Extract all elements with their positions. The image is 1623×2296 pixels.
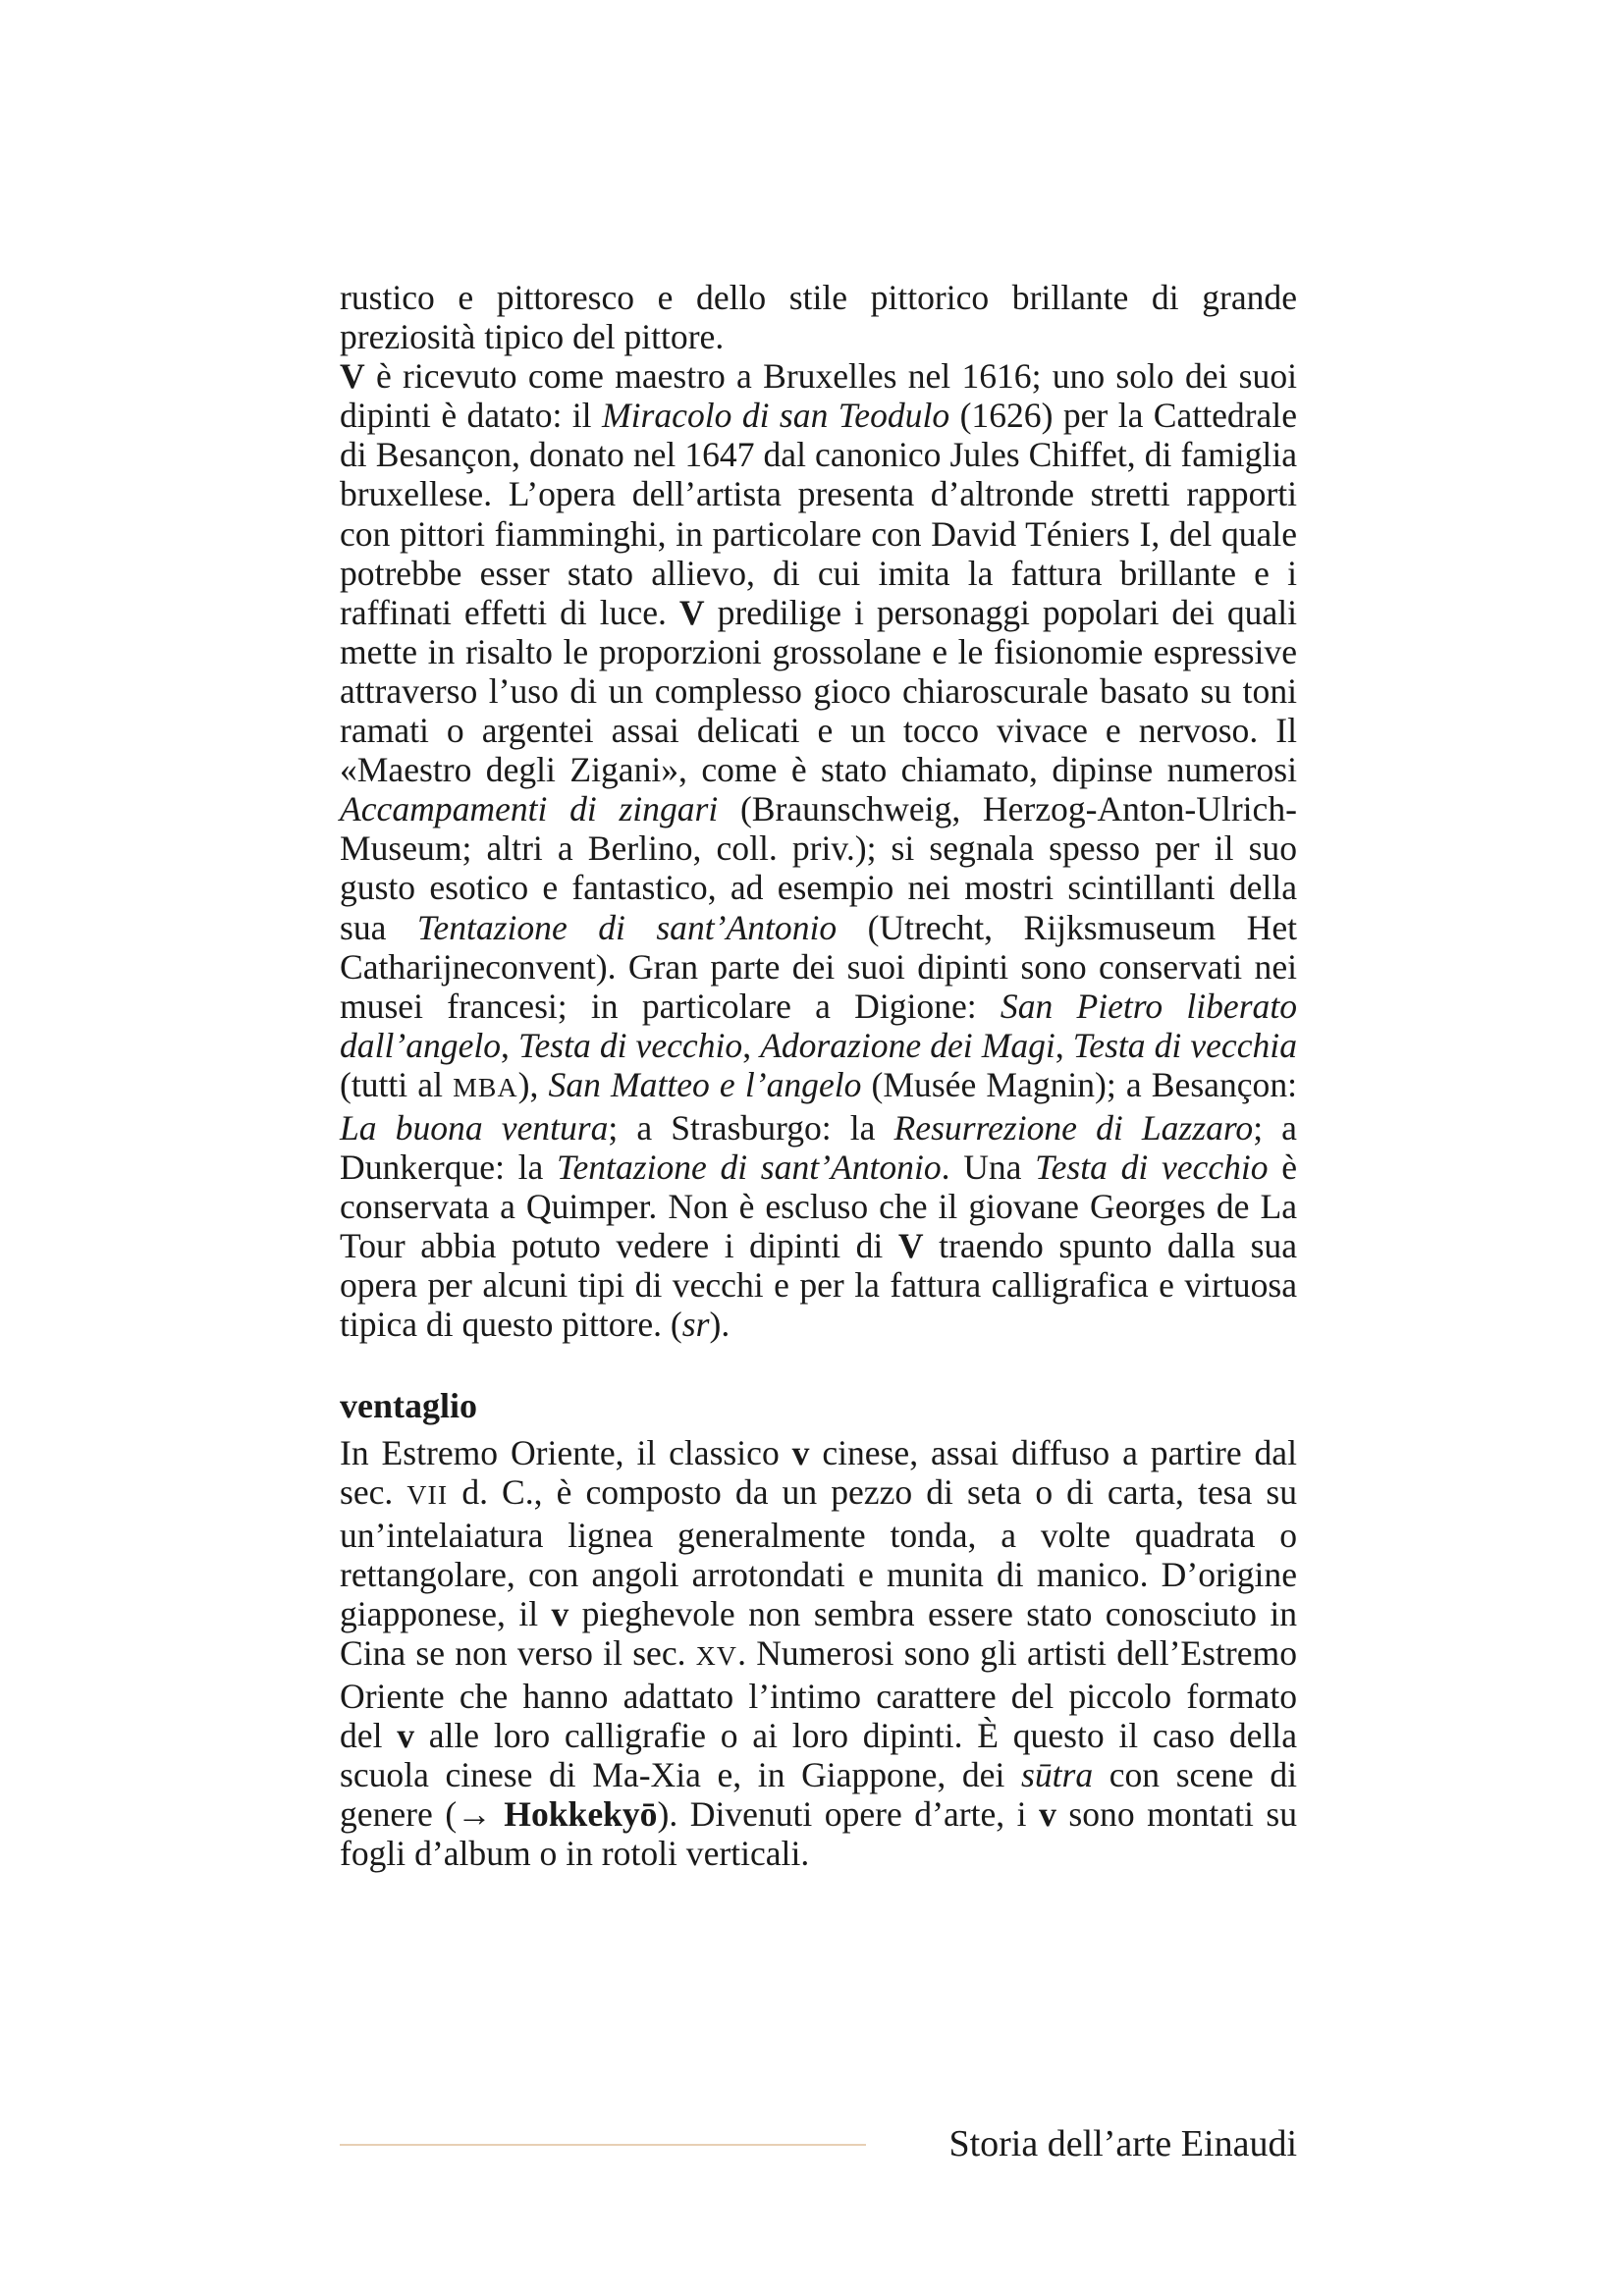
work-title-italic: sr <box>681 1305 710 1345</box>
entry-paragraph-main <box>340 356 1297 1344</box>
footer-rule <box>340 2144 866 2146</box>
text-run: , <box>501 1025 518 1065</box>
small-caps-text: MBA <box>453 1072 518 1103</box>
work-title-italic: Testa di vecchio <box>1035 1148 1269 1188</box>
text-run: . Una <box>941 1148 1036 1188</box>
work-title-italic: Miracolo di san Teodulo <box>602 396 950 436</box>
small-caps-text: VII <box>406 1479 449 1511</box>
small-caps-text: XV <box>695 1641 738 1672</box>
text-run: pieghevole non sembra essere stato conosciuto in Cina se non verso il sec. <box>340 1593 1297 1673</box>
text-run: ). Divenuti opere d’arte, i <box>657 1794 1040 1835</box>
work-title-italic: Testa di vecchio <box>517 1025 743 1065</box>
entry-headword: ventaglio <box>340 1385 477 1425</box>
text-run: (tutti al <box>340 1064 454 1104</box>
entry-abbrev-bold: V <box>678 592 705 632</box>
entry-abbrev-bold: v <box>1039 1794 1056 1835</box>
entry-abbrev-bold: v <box>397 1716 414 1756</box>
page-body <box>340 278 1297 1874</box>
text-run: predilige i personaggi popolari dei quali mette in risalto le proporzioni grossolane e le fisionomie espressive attraverso l’uso di un complesso gioco chiaroscurale basato su toni ramati o argentei assai delicati e un tocco vivace e nervoso. Il «Maestro degli Zigani», come è stato chiamato, dipinse numerosi <box>340 592 1298 790</box>
work-title-italic: La buona ventura <box>340 1107 609 1148</box>
text-run: ; a Strasburgo: la <box>608 1107 894 1148</box>
work-title-italic: Tentazione di sant’Antonio <box>556 1148 942 1188</box>
work-title-italic: sūtra <box>1020 1755 1094 1795</box>
text-run: , <box>742 1025 761 1065</box>
work-title-italic: San Pietro liberato dall’angelo <box>340 986 1297 1065</box>
text-run: è conservata a Quimper. Non è escluso che il giovane Georges de La Tour abbia potuto vedere i dipinti di <box>340 1148 1298 1266</box>
text-run: alle loro calligrafie o ai loro dipinti. È questo il caso della scuola cinese di Ma-Xia e, in Giappone, dei <box>340 1716 1297 1795</box>
entry-abbrev-bold: Hokkekyō <box>504 1794 658 1835</box>
text-run: (Utrecht, Rijksmuseum Het Catharijneconvent). Gran parte dei suoi dipinti sono conservati nei musei francesi; in particolare a Digione: <box>340 907 1297 1026</box>
entry-abbrev-bold: V <box>340 356 365 397</box>
entry-paragraph-intro: rustico e pittoresco e dello stile pittorico brillante di grande preziosità tipico del pittore. <box>340 278 1297 357</box>
text-run: è ricevuto come maestro a Bruxelles nel 1616; uno solo dei suoi dipinti è datato: il <box>340 356 1297 436</box>
text-run: ; a Dunkerque: la <box>340 1107 1297 1188</box>
text-run: con scene di genere (→ <box>340 1755 1297 1835</box>
entry-abbrev-bold: v <box>551 1593 569 1633</box>
entry-abbrev-bold: V <box>897 1226 924 1266</box>
text-run: ), <box>517 1064 549 1104</box>
page-footer <box>340 2120 1297 2169</box>
text-run: (1626) per la Cattedrale di Besançon, donato nel 1647 dal canonico Jules Chiffet, di famiglia bruxellese. L’opera dell’artista presenta d’altronde stretti rapporti con pittori fiamminghi, in particolare con David Téniers I, del quale potrebbe esser stato allievo, di cui imita la fattura brillante e i raffinati effetti di luce. <box>340 396 1297 632</box>
text-run: sono montati su fogli d’album o in rotoli verticali. <box>340 1794 1298 1874</box>
work-title-italic: San Matteo e l’angelo <box>548 1064 862 1104</box>
work-title-italic: Testa di vecchia <box>1072 1025 1297 1065</box>
text-run: In Estremo Oriente, il classico <box>340 1432 792 1472</box>
work-title-italic: Tentazione di sant’Antonio <box>416 907 838 947</box>
work-title-italic: Resurrezione di Lazzaro <box>893 1107 1254 1148</box>
text-run: cinese, assai diffuso a partire dal sec. <box>340 1432 1297 1512</box>
text-run: d. C., è composto da un pezzo di seta o di carta, tesa su un’intelaiatura lignea generalmente tonda, a volte quadrata o rettangolare, con angoli arrotondati e munita di manico. D’origine giapponese, il <box>340 1471 1297 1633</box>
text-run: (Braunschweig, Herzog-Anton-Ulrich-Museum; altri a Berlino, coll. priv.); si segnala spesso per il suo gusto esotico e fantastico, ad esempio nei mostri scintillanti della sua <box>340 789 1297 947</box>
text-run: , <box>1055 1025 1073 1065</box>
entry-paragraph-ventaglio <box>340 1433 1297 1874</box>
work-title-italic: Adorazione dei Magi <box>760 1025 1055 1065</box>
footer-label: Storia dell’arte Einaudi <box>948 2123 1297 2164</box>
text-run: ). <box>709 1305 730 1345</box>
text-run: traendo spunto dalla sua opera per alcuni tipi di vecchi e per la fattura calligrafica e virtuosa tipica di questo pittore. ( <box>340 1226 1298 1345</box>
text-run: (Musée Magnin); a Besançon: <box>861 1064 1298 1104</box>
text-run: . Numerosi sono gli artisti dell’Estremo Oriente che hanno adattato l’intimo carattere del piccolo formato del <box>340 1633 1297 1756</box>
work-title-italic: Accampamenti di zingari <box>340 789 719 829</box>
entry-abbrev-bold: v <box>791 1432 810 1472</box>
